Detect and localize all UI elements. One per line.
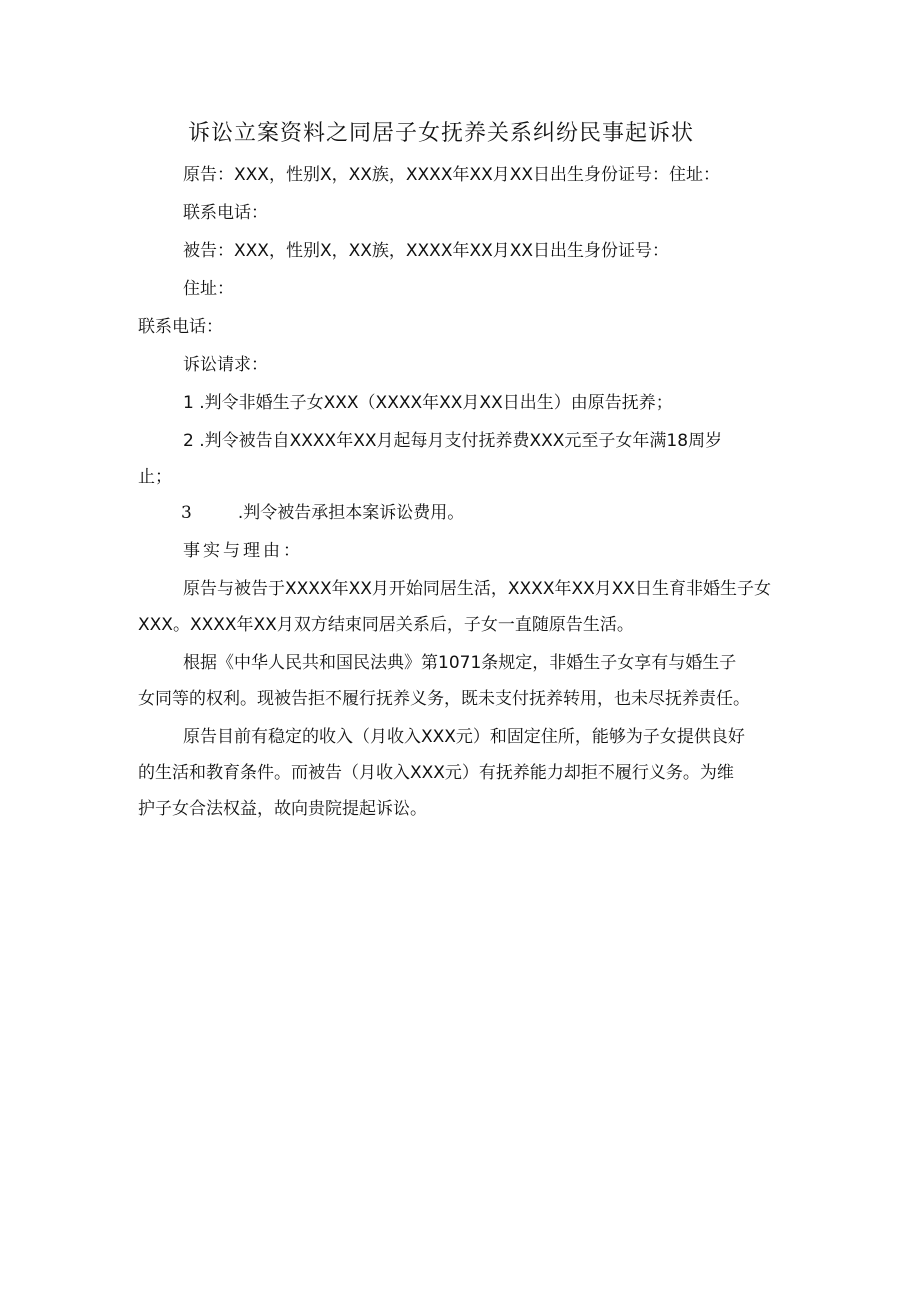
plaintiff-phone: 联系电话：: [183, 203, 268, 223]
facts-heading: 事实与理由：: [183, 541, 303, 561]
defendant-address: 住址：: [183, 279, 234, 299]
claims-heading: 诉讼请求：: [183, 355, 268, 375]
defendant-info: 被告：XXX，性别X，XX族，XXXX年XX月XX日出生身份证号：: [183, 241, 670, 261]
claim-item-1: 1 .判令非婚生子女XXX（XXXX年XX月XX日出生）由原告抚养；: [183, 393, 673, 413]
claim-item-3-text: .判令被告承担本案诉讼费用。: [237, 503, 465, 523]
claim-item-2: 2 .判令被告自XXXX年XX月起每月支付抚养费XXX元至子女年满18周岁: [183, 431, 723, 451]
claim-item-3: [181, 500, 464, 526]
plaintiff-info: 原告：XXX，性别X，XX族，XXXX年XX月XX日出生身份证号：住址：: [183, 165, 721, 185]
facts-paragraph-1-line-1: 原告与被告于XXXX年XX月开始同居生活，XXXX年XX月XX日生育非婚生子女: [183, 579, 772, 599]
document-title: 诉讼立案资料之同居子女抚养关系纠纷民事起诉状: [188, 121, 695, 146]
claim-item-2-continued: 止；: [138, 467, 172, 487]
defendant-phone: 联系电话：: [138, 317, 223, 337]
claim-item-3-number: 3: [181, 503, 192, 523]
facts-paragraph-1-line-2: XXX。XXXX年XX月双方结束同居关系后，子女一直随原告生活。: [138, 615, 634, 635]
facts-paragraph-3-line-2: 的生活和教育条件。而被告（月收入XXX元）有抚养能力却拒不履行义务。为维: [138, 763, 734, 783]
facts-paragraph-2-line-1: 根据《中华人民共和国民法典》第1071条规定，非婚生子女享有与婚生子: [183, 653, 737, 673]
facts-paragraph-2-line-2: 女同等的权利。现被告拒不履行抚养义务，既未支付抚养转用，也未尽抚养责任。: [138, 689, 750, 709]
facts-paragraph-3-line-1: 原告目前有稳定的收入（月收入XXX元）和固定住所，能够为子女提供良好: [183, 727, 745, 747]
facts-paragraph-3-line-3: 护子女合法权益，故向贵院提起诉讼。: [138, 799, 427, 819]
